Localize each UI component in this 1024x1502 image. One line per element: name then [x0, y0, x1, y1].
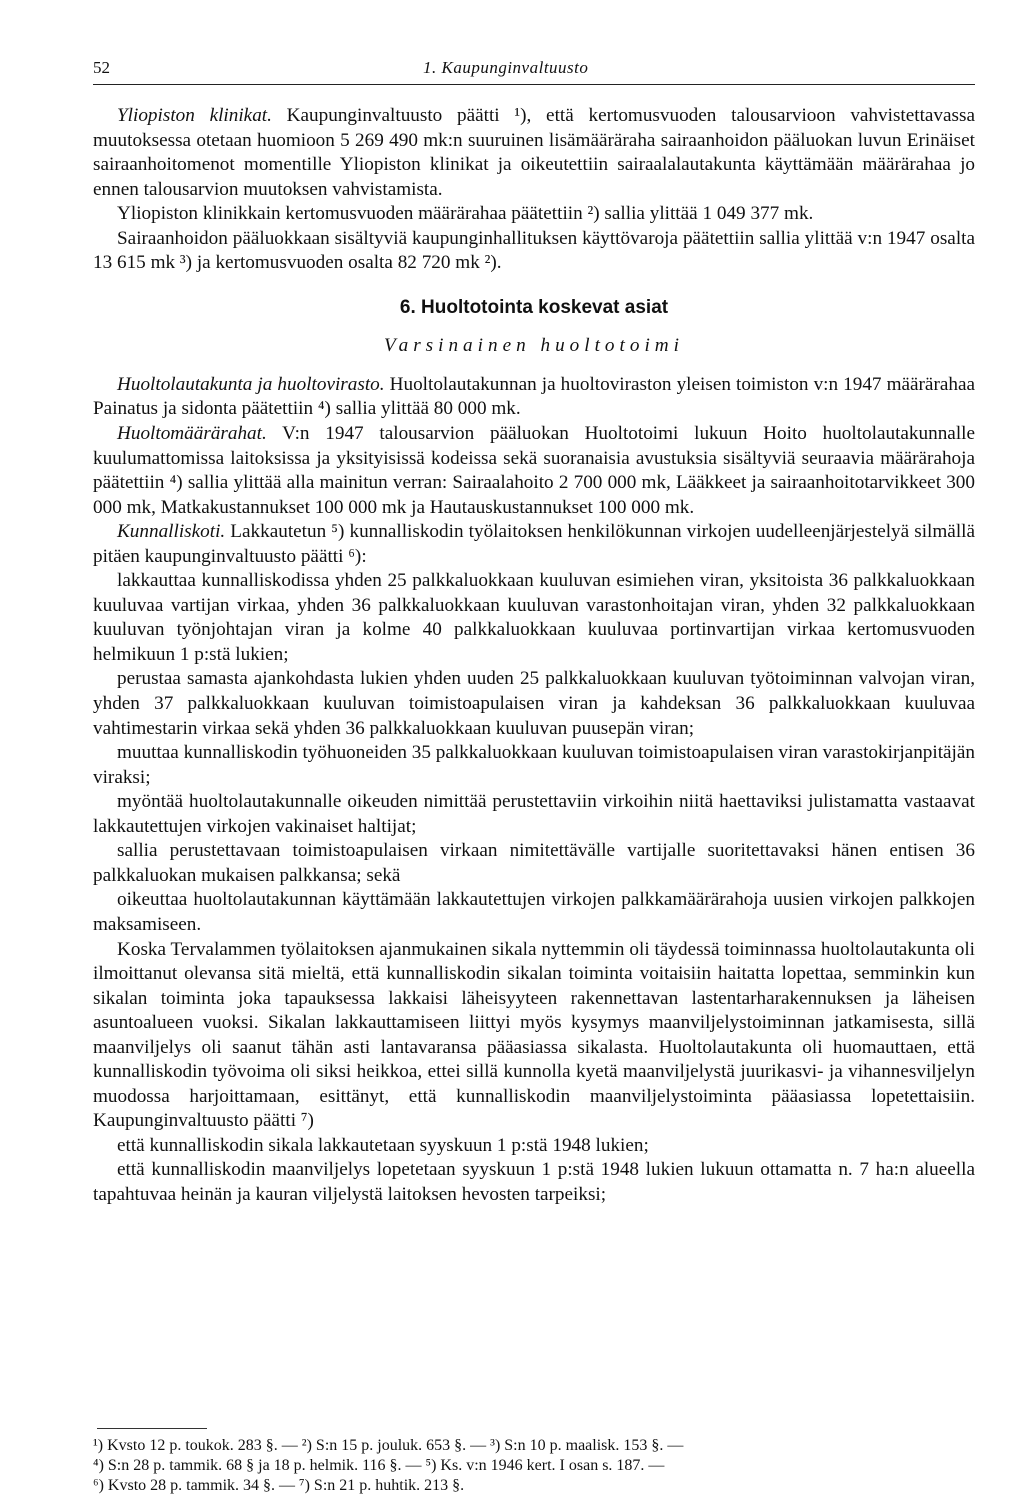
footnotes	[93, 1436, 975, 1496]
running-header	[93, 58, 975, 80]
footnote-line: ⁴) S:n 28 p. tammik. 68 § ja 18 p. helmik. 116 §. — ⁵) Ks. v:n 1946 kert. I osan s. 187. —	[93, 1457, 665, 1474]
paragraph: Koska Tervalammen työlaitoksen ajanmukainen sikala nyttemmin oli täydessä toiminnassa huoltolautakunta oli ilmoittanut olevansa sitä mieltä, että kunnalliskodin sikalan toiminta voitaisiin haitatta lopettaa, semminkin kun sikalan toiminta joka tapauksessa lakkaisi läheisyyteen rakennettavan lastentarharakennuksen ja läheisen asuntoalueen vuoksi. Sikalan lakkauttamiseen liittyi myös kysymys maanviljelystoiminnan jatkamisesta, sillä maanviljelys oli saanut tähän asti lantavaransa pääasiassa sikalasta. Huoltolautakunta oli huomauttaen, että kunnalliskodin työvoima oli siksi heikkoa, ettei sillä kunnolla kyetä maanviljelystä juurikasvi- ja vihannesviljelyn muodossa harjoittamaan, esittänyt, että kunnalliskodin maanviljelystoiminta pääasiassa lopetettaisiin. Kaupunginvaltuusto päätti ⁷)	[93, 938, 975, 1132]
paragraph-lead: Huoltolautakunta ja huoltovirasto.	[117, 373, 385, 395]
page-number: 52	[93, 58, 110, 77]
paragraph-text: Huoltolautakunnan ja huoltoviraston yleisen toimiston v:n 1947 määrärahaa Painatus ja sidonta päätettiin ⁴) sallia ylittää 80 000 mk.	[93, 373, 975, 420]
footnote-line: ⁶) Kvsto 28 p. tammik. 34 §. — ⁷) S:n 21 p. huhtik. 213 §.	[93, 1477, 465, 1494]
running-title: 1. Kaupunginvaltuusto	[423, 58, 589, 77]
paragraph-text: V:n 1947 talousarvion pääluokan Huoltotoimi lukuun Hoito huoltolautakunnalle kuulumattomissa laitoksissa ja yksityisissä kodeissa sekä suoranaisia avustuksia sisältyviä seuraavia määrärahoja päätettiin ⁴) sallia ylittää alla mainitun verran: Sairaalahoito 2 700 000 mk, Lääkkeet ja sairaanhoitotarvikkeet 300 000 mk, Matkakustannukset 100 000 mk ja Hautauskustannukset 100 000 mk.	[93, 423, 975, 518]
subsection-heading	[93, 334, 975, 359]
paragraph: lakkauttaa kunnalliskodissa yhden 25 palkkaluokkaan kuuluvan esimiehen viran, yksitoista 36 palkkaluokkaan kuuluvaa vartijan virkaa, yhden 36 palkkaluokkaan kuuluvan varastonhoitajan viran, yhden 32 palkkaluokkaan kuuluvan työnjohtajan viran ja kolme 40 palkkaluokkaan kuuluvaa portinvartijan virkaa kertomusvuoden helmikuun 1 p:stä lukien;	[93, 570, 975, 665]
paragraph-text: Lakkautetun ⁵) kunnalliskodin työlaitoksen henkilökunnan virkojen uudelleenjärjestelyä silmällä pitäen kaupunginvaltuusto päätti ⁶):	[93, 521, 975, 567]
paragraph: että kunnalliskodin sikala lakkautetaan syyskuun 1 p:stä 1948 lukien;	[117, 1134, 649, 1156]
paragraph-lead: Huoltomäärärahat.	[117, 423, 267, 445]
paragraph: että kunnalliskodin maanviljelys lopetetaan syyskuun 1 p:stä 1948 lukien lukuun ottamatta n. 7 ha:n alueella tapahtuvaa heinän ja kauran viljelystä laitoksen hevosten tarpeiksi;	[93, 1159, 975, 1205]
paragraph: perustaa samasta ajankohdasta lukien yhden uuden 25 palkkaluokkaan kuuluvan työtoiminnan valvojan viran, yhden 37 palkkaluokkaan kuuluvan toimistoapulaisen viran ja kahdeksan 36 palkkaluokkaan kuuluvaa vahtimestarin virkaa sekä yhden 36 palkkaluokkaan kuuluvan puusepän viran;	[93, 668, 975, 739]
subsection-heading-text: Varsinainen huoltotoimi	[384, 335, 684, 357]
body-text	[93, 104, 975, 1208]
footnote-line: ¹) Kvsto 12 p. toukok. 283 §. — ²) S:n 15 p. jouluk. 653 §. — ³) S:n 10 p. maalisk. 153 §. —	[93, 1437, 684, 1454]
paragraph-text: Kaupunginvaltuusto päätti ¹), että kertomusvuoden talousarvioon vahvistettavassa muutoksessa otetaan huomioon 5 269 490 mk:n suuruinen lisämääräraha sairaanhoidon pääluokan luvun Erinäiset sairaanhoitomenot momentille Yliopiston klinikat ja oikeutettiin sairaalalautakunta käyttämään määrärahaa jo ennen talousarvion muutoksen vahvistamista.	[93, 105, 975, 200]
paragraph-lead: Yliopiston klinikat.	[117, 105, 272, 126]
paragraph: muuttaa kunnalliskodin työhuoneiden 35 palkkaluokkaan kuuluvan toimistoapulaisen viran varastokirjanpitäjän viraksi;	[93, 742, 975, 788]
paragraph: sallia perustettavaan toimistoapulaisen virkaan nimitettävälle vartijalle suoritettavaksi hänen entisen 36 palkkaluokan mukaisen palkkansa; sekä	[93, 840, 975, 886]
paragraph: Sairaanhoidon pääluokkaan sisältyviä kaupunginhallituksen käyttövaroja päätettiin sallia ylittää v:n 1947 osalta 13 615 mk ³) ja kertomusvuoden osalta 82 720 mk ²).	[93, 227, 975, 274]
paragraph-yliopiston-klinikat	[93, 104, 975, 202]
paragraph-lead: Kunnalliskoti.	[117, 521, 226, 543]
paragraph: myöntää huoltolautakunnalle oikeuden nimittää perustettaviin virkoihin niitä haettaviksi julistamatta vastaavat lakkautettujen virkojen vakinaiset haltijat;	[93, 791, 975, 837]
document-page	[93, 58, 975, 1205]
paragraph: oikeuttaa huoltolautakunnan käyttämään lakkautettujen virkojen palkkamäärärahoja uusien virkojen palkkojen maksamiseen.	[93, 889, 975, 935]
header-rule	[93, 84, 975, 85]
paragraph-huoltomaararahat	[93, 422, 975, 520]
paragraph-kunnalliskoti	[93, 520, 975, 569]
footnote-separator	[97, 1428, 207, 1429]
paragraph-huoltolautakunta	[93, 373, 975, 422]
section-heading: 6. Huoltotointa koskevat asiat	[399, 296, 669, 318]
paragraph: Yliopiston klinikkain kertomusvuoden määrärahaa päätettiin ²) sallia ylittää 1 049 377 mk.	[117, 203, 814, 225]
